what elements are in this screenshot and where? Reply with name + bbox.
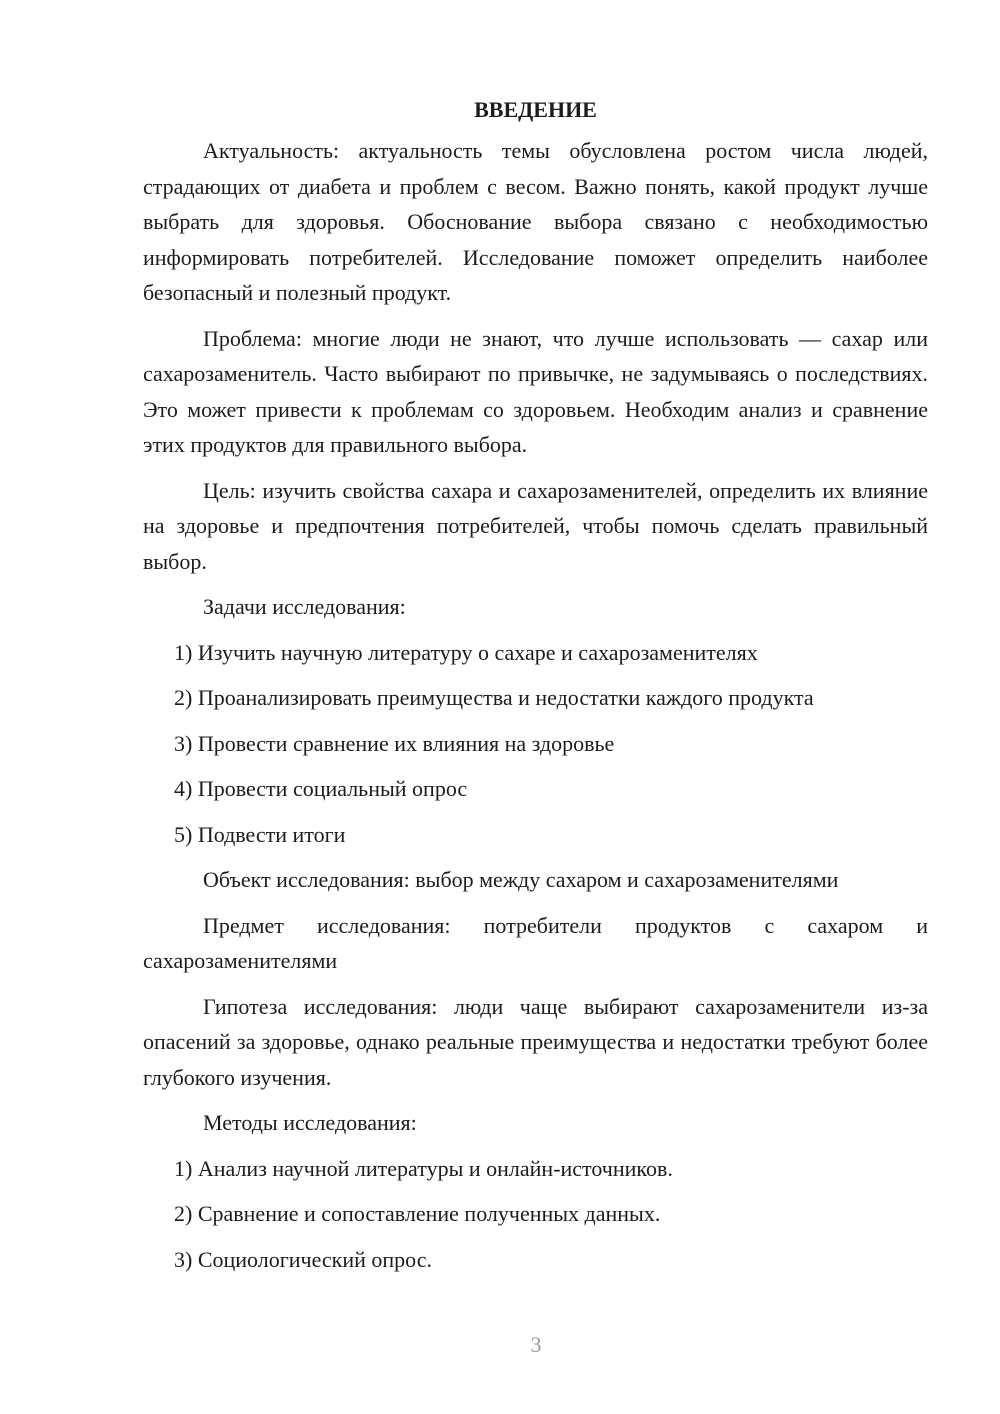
page-number: 3	[530, 1332, 542, 1357]
task-item: 5) Подвести итоги	[174, 821, 346, 847]
task-item: 3) Провести сравнение их влияния на здоровье	[174, 730, 615, 756]
goal-paragraph: Цель: изучить свойства сахара и сахарозаменителей, определить их влияние на здоровье и предпочтения потребителей, чтобы помочь сделать правильный выбор.	[143, 477, 928, 574]
hypothesis-paragraph: Гипотеза исследования: люди чаще выбирают сахарозаменители из-за опасений за здоровье, однако реальные преимущества и недостатки требуют более глубокого изучения.	[143, 993, 928, 1090]
task-item: 1) Изучить научную литературу о сахаре и сахарозаменителях	[174, 639, 758, 665]
tasks-list	[143, 635, 928, 853]
subject-paragraph: Предмет исследования: потребители продуктов с сахаром и сахарозаменителями	[143, 912, 928, 973]
task-item: 4) Провести социальный опрос	[174, 776, 468, 801]
method-item: 1) Анализ научной литературы и онлайн-источников.	[174, 1155, 673, 1181]
methods-label: Методы исследования:	[203, 1110, 417, 1135]
document-page	[143, 92, 928, 1287]
problem-paragraph: Проблема: многие люди не знают, что лучше использовать — сахар или сахарозаменитель. Часто выбирают по привычке, не задумываясь о последствиях. Это может привести к проблемам со здоровьем. Необходим анализ и сравнение этих продуктов для правильного выбора.	[143, 325, 928, 457]
task-item: 2) Проанализировать преимущества и недостатки каждого продукта	[174, 685, 814, 710]
method-item: 3) Социологический опрос.	[174, 1246, 432, 1272]
relevance-paragraph: Актуальность: актуальность темы обусловлена ростом числа людей, страдающих от диабета и проблем с весом. Важно понять, какой продукт лучше выбрать для здоровья. Обоснование выбора связано с необходимостью информировать потребителей. Исследование поможет определить наиболее безопасный и полезный продукт.	[143, 138, 928, 305]
tasks-label: Задачи исследования:	[203, 594, 406, 619]
methods-list	[143, 1151, 928, 1278]
object-paragraph: Объект исследования: выбор между сахаром и сахарозаменителями	[203, 867, 839, 892]
section-heading: ВВЕДЕНИЕ	[474, 97, 597, 122]
method-item: 2) Сравнение и сопоставление полученных данных.	[174, 1201, 661, 1226]
